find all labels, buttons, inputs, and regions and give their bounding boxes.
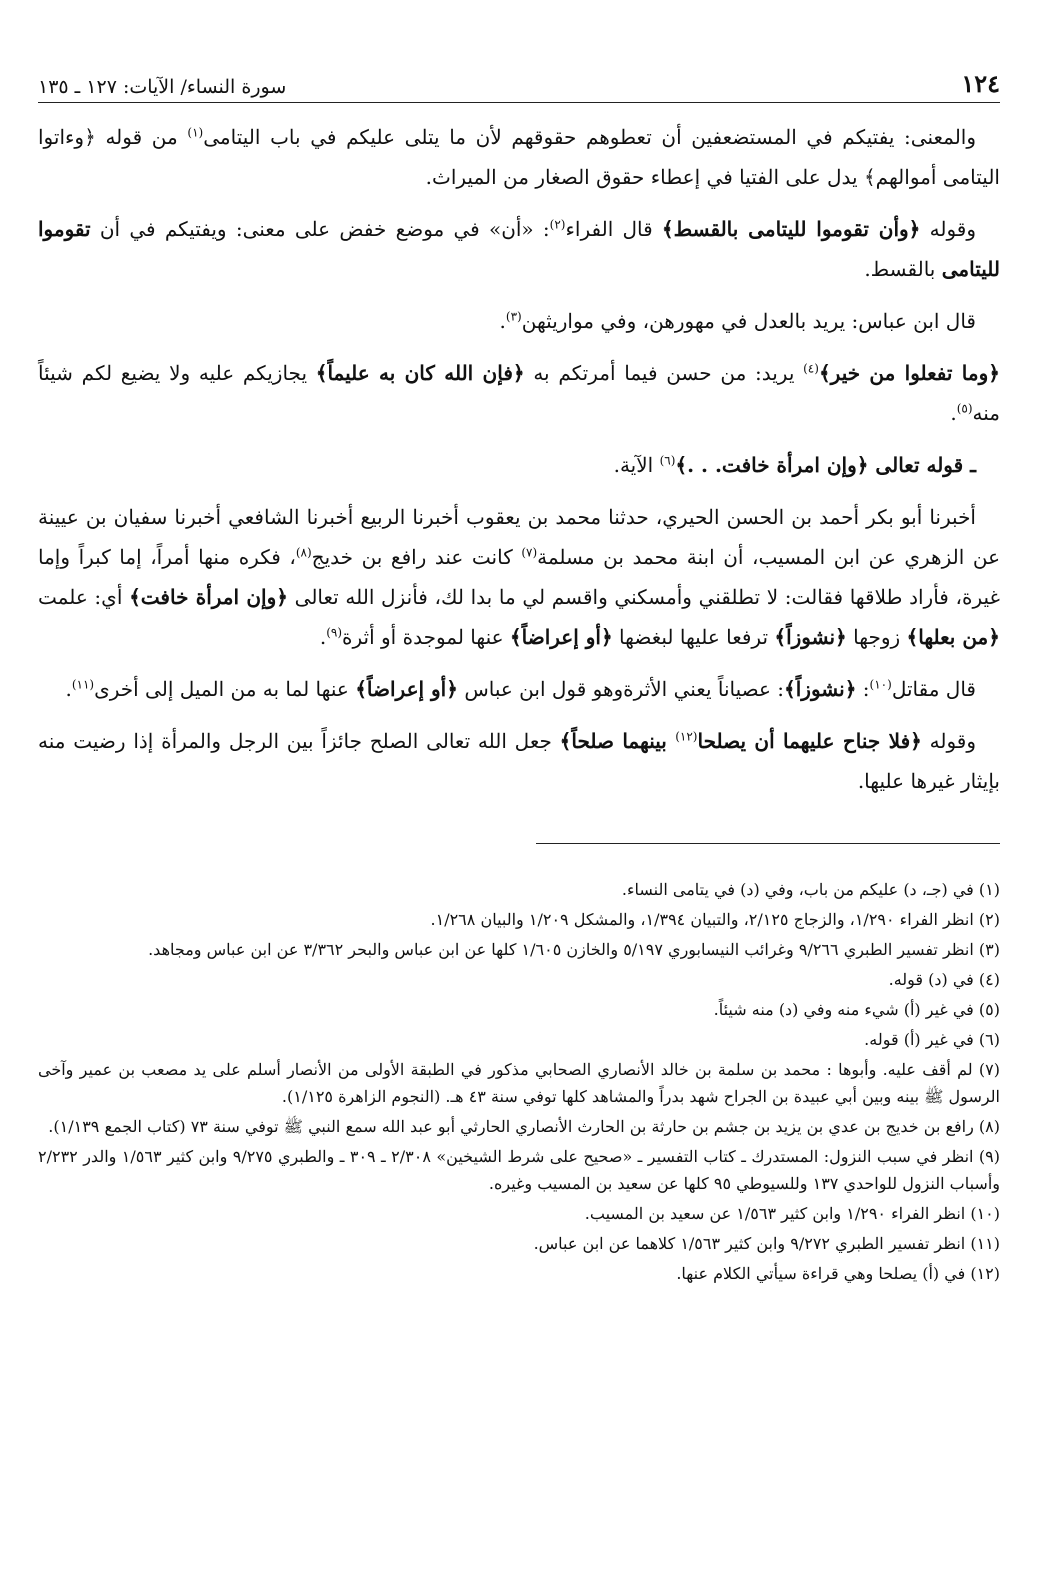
text-run: والمعنى: يفتيكم في المستضعفين أن تعطوهم حقوقهم لأن ما يتلى عليكم في باب اليتامى — [203, 125, 976, 149]
footnotes — [38, 876, 1000, 1287]
section-heading — [38, 445, 1000, 485]
footnote-5: (٥) في غير (أ) شيء منه وفي (د) منه شيئاً. — [713, 1000, 1000, 1019]
page-number: ١٢٤ — [961, 69, 1000, 98]
surah-title: سورة النساء/ الآيات: ١٢٧ ـ ١٣٥ — [38, 76, 287, 98]
footnote-11: (١١) انظر تفسير الطبري ٩/٢٧٢ وابن كثير ١/٥٦٣ كلاهما عن ابن عباس. — [533, 1234, 1000, 1253]
text-run: ، فكره منها أمراً، إما كبراً وإما غيرة، فأراد طلاقها فقالت: لا تطلقني وأمسكني واقسم لي ما بدا لك، فأنزل الله تعالى — [38, 545, 1001, 609]
paragraph-3 — [38, 301, 1000, 341]
footnote-divider — [536, 843, 1000, 844]
footnote-ref-5: (٥) — [956, 401, 973, 416]
text-run: قال ابن عباس: يريد بالعدل في مهورهن، وفي مواريثهن — [521, 309, 976, 333]
text-run: . — [319, 625, 327, 649]
quran-quote: ﴿وإن امرأة خافت﴾ — [129, 585, 288, 609]
quran-quote: ﴿أو إعراضاً﴾ — [355, 677, 458, 701]
text-run: كانت عند رافع بن خديج — [311, 545, 522, 569]
paragraph-4 — [38, 353, 1000, 433]
text-run: : — [856, 677, 870, 701]
quran-quote: ﴿نشوزاً﴾ — [784, 677, 857, 701]
text-run: أخبرنا أبو بكر أحمد بن الحسن الحيري، حدثنا محمد بن يعقوب أخبرنا الربيع أخبرنا الشافعي أخبرنا سفيان بن عيينة عن الزهري عن ابن المسيب، أن ابنة محمد بن مسلمة — [38, 505, 1001, 569]
footnote-ref-1: (١) — [187, 125, 204, 140]
quran-quote: ﴿نشوزاً﴾ — [774, 625, 847, 649]
text-run: : عصياناً يعني الأثرةوهو قول ابن عباس — [457, 677, 785, 701]
footnote-ref-9: (٩) — [326, 625, 343, 640]
text-run: الآية. — [613, 453, 660, 477]
text-run: يريد: من حسن فيما أمرتكم به — [524, 361, 804, 385]
text-run: جعل الله تعالى الصلح جائزاً بين الرجل والمرأة إذا رضيت منه بإيثار غيرها عليها. — [38, 729, 1000, 793]
quran-quote: بينهما صلحاً﴾ — [559, 729, 676, 753]
text-run: قال الفراء — [565, 217, 662, 241]
text-run: عنها لموجدة أو أثرة — [342, 625, 510, 649]
text-run: بالقسط. — [864, 257, 942, 281]
quran-quote: ﴿فإن الله كان به عليماً﴾ — [315, 361, 525, 385]
footnote-3: (٣) انظر تفسير الطبري ٩/٢٦٦ وغرائب النيسابوري ٥/١٩٧ والخازن ١/٦٠٥ كلها عن ابن عباس والبحر ٣/٣٦٢ عن ابن عباس ومجاهد. — [148, 940, 1000, 959]
footnote-2: (٢) انظر الفراء ١/٢٩٠، والزجاج ٢/١٢٥، والتبيان ١/٣٩٤، والمشكل ١/٢٠٩ والبيان ١/٢٦٨. — [430, 910, 1000, 929]
footnote-1: (١) في (جـ، د) عليكم من باب، وفي (د) في يتامى النساء. — [621, 880, 1000, 899]
footnote-ref-12: (١٢) — [675, 729, 698, 744]
text-run: : «أن» في موضع خفض على معنى: ويفتيكم في أن — [90, 217, 550, 241]
footnote-8: (٨) رافع بن خديج بن عدي بن يزيد بن جشم بن حارثة بن الحارث الأنصاري الحارثي أبو عبد الله سمع النبي ﷺ توفي سنة ٧٣ (كتاب الجمع ١/١٣٩). — [48, 1117, 1000, 1136]
paragraph-2 — [38, 209, 1000, 289]
running-head — [38, 62, 1000, 103]
footnote-4: (٤) في (د) قوله. — [888, 970, 1000, 989]
footnote-9: (٩) انظر في سبب النزول: المستدرك ـ كتاب التفسير ـ «صحيح على شرط الشيخين» ٢/٣٠٨ ـ ٣٠٩ ـ والطبري ٩/٢٧٥ وابن كثير ١/٥٦٣ والدر ٢/٢٣٢ وأسباب النزول للواحدي ١٣٧ وللسيوطي ٩٥ كلها عن سعيد بن المسيب وغيره. — [38, 1147, 1001, 1193]
paragraph-6 — [38, 497, 1000, 657]
quran-quote: ﴿وإن امرأة خافت. . .﴾ — [675, 453, 869, 477]
footnote-7: (٧) لم أقف عليه. وأبوها : محمد بن سلمة بن خالد الأنصاري الصحابي مذكور في الطبقة الأولى من الأنصار أسلم على يد مصعب بن عمير وآخى الرسول ﷺ بينه وبين أبي عبيدة بن الجراح شهد بدراً والمشاهد كلها توفي سنة ٤٣ هـ. (النجوم الزاهرة ١/١٢٥). — [38, 1060, 1001, 1106]
quran-quote: ﴿وأن تقوموا لليتامى بالقسط﴾ — [661, 217, 921, 241]
text-run: أي: علمت — [38, 585, 130, 609]
footnote-ref-3: (٣) — [505, 309, 522, 324]
text-run: يجازيكم عليه ولا يضيع لكم شيئاً منه — [38, 361, 1000, 425]
quran-quote: ﴿وما تفعلوا من خير﴾ — [818, 361, 1000, 385]
text-run: ـ قوله تعالى — [868, 453, 976, 477]
footnote-6: (٦) في غير (أ) قوله. — [864, 1030, 1000, 1049]
footnote-ref-11: (١١) — [71, 677, 95, 692]
text-run: . — [65, 677, 72, 701]
footnote-ref-7: (٧) — [521, 545, 538, 560]
footnote-divider-wrap — [38, 821, 1000, 862]
text-run: . — [950, 401, 957, 425]
quran-quote: ﴿من بعلها﴾ — [906, 625, 1000, 649]
paragraph-7 — [38, 669, 1000, 709]
text-run: من قوله ﴿وءاتوا اليتامى أموالهم﴾ يدل على الفتيا في إعطاء حقوق الصغار من الميراث. — [38, 125, 1000, 189]
footnote-10: (١٠) انظر الفراء ١/٢٩٠ وابن كثير ١/٥٦٣ عن سعيد بن المسيب. — [584, 1204, 1000, 1223]
paragraph-8 — [38, 721, 1000, 801]
text-run: . — [499, 309, 506, 333]
footnote-ref-10: (١٠) — [869, 677, 892, 692]
quran-quote: ﴿أو إعراضاً﴾ — [509, 625, 613, 649]
main-text — [38, 117, 1000, 801]
footnote-ref-6: (٦) — [659, 453, 676, 468]
text-run: قال مقاتل — [891, 677, 976, 701]
text-run: زوجها — [846, 625, 907, 649]
footnote-ref-2: (٢) — [549, 217, 566, 232]
text-run: عنها لما به من الميل إلى أخرى — [94, 677, 356, 701]
paragraph-1 — [38, 117, 1000, 197]
footnote-ref-4: (٤) — [803, 361, 819, 376]
quran-quote: ﴿فلا جناح عليهما أن يصلحا — [697, 729, 922, 753]
text-run: ترفعا عليها لبغضها — [612, 625, 775, 649]
footnote-12: (١٢) في (أ) يصلحا وهي قراءة سيأتي الكلام عنها. — [676, 1264, 1000, 1283]
footnote-ref-8: (٨) — [295, 545, 312, 560]
quran-quote: تقوموا لليتامى — [38, 217, 1000, 281]
text-run: وقوله — [921, 729, 976, 753]
text-run: وقوله — [920, 217, 976, 241]
